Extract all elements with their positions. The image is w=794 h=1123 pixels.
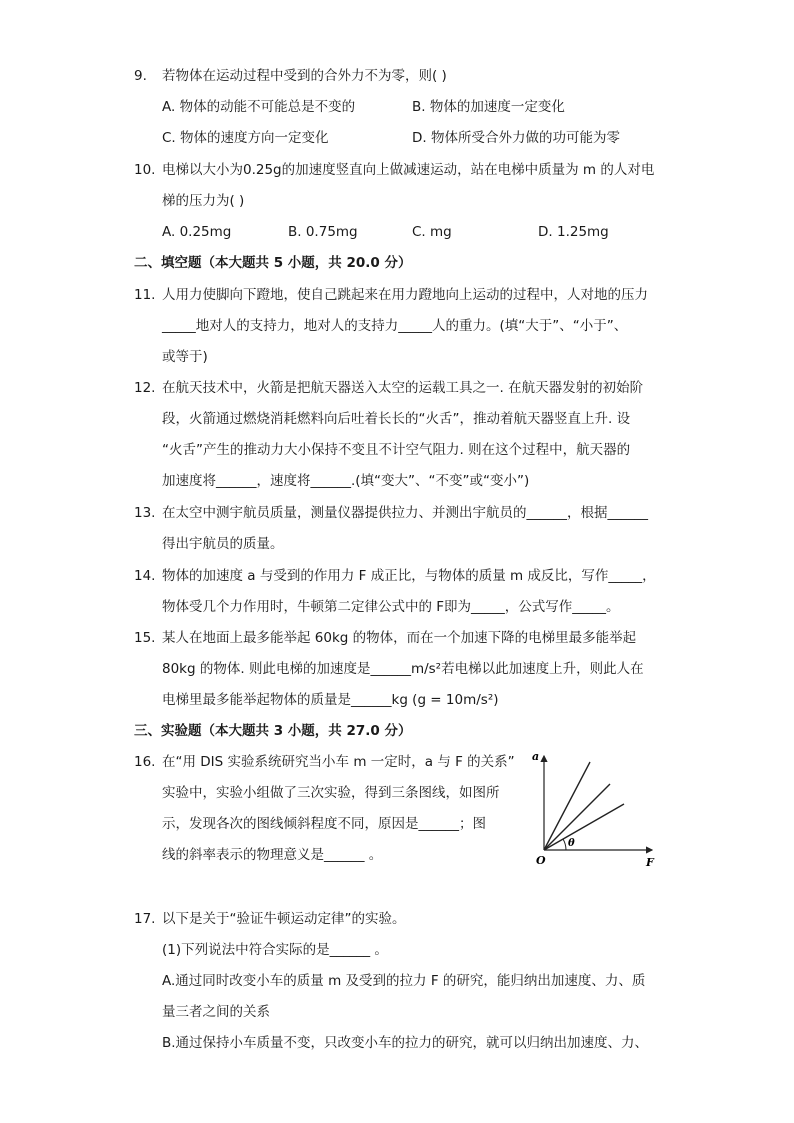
question-12-line-1: 在航天技术中，火箭是把航天器送入太空的运载工具之一. 在航天器发射的初始阶 (162, 380, 644, 396)
question-13-number: 13. (134, 505, 156, 521)
question-12-line-2: 段，火箭通过燃烧消耗燃料向后吐着长长的“火舌”，推动着航天器竖直上升. 设 (162, 411, 631, 427)
question-17-number: 17. (134, 911, 156, 927)
question-15-number: 15. (134, 630, 156, 646)
question-12-line-4: 加速度将______，速度将______.(填“变大”、“不变”或“变小”) (162, 473, 530, 489)
question-10-line-1: 电梯以大小为0.25g的加速度竖直向上做减速运动，站在电梯中质量为 m 的人对电 (162, 162, 655, 178)
question-9-text: 若物体在运动过程中受到的合外力不为零，则( ) (162, 68, 447, 84)
question-9-option-b: B. 物体的加速度一定变化 (412, 99, 565, 115)
question-16-line-1: 在“用 DIS 实验系统研究当小车 m 一定时，a 与 F 的关系” (162, 754, 515, 770)
question-13-line-1: 在太空中测宇航员质量，测量仪器提供拉力、并测出宇航员的______，根据______ (162, 505, 648, 521)
question-15-line-3: 电梯里最多能举起物体的质量是______kg (g = 10m/s²) (162, 692, 499, 708)
question-9-option-d: D. 物体所受合外力做的功可能为零 (412, 130, 620, 146)
question-14-line-1: 物体的加速度 a 与受到的作用力 F 成正比，与物体的质量 m 成反比，写作_____， (162, 568, 656, 584)
question-17-line-2: (1)下列说法中符合实际的是______ 。 (162, 942, 388, 958)
question-16-line-2: 实验中，实验小组做了三次实验，得到三条图线，如图所 (162, 785, 500, 801)
question-12-number: 12. (134, 380, 156, 396)
section-fill-heading: 二、填空题（本大题共 5 小题，共 20.0 分） (134, 255, 412, 271)
question-11-line-2: _____地对人的支持力，地对人的支持力_____人的重力。(填“大于”、“小于”、 (162, 318, 628, 334)
question-10-option-c: C. mg (412, 224, 452, 240)
angle-label: θ (568, 838, 575, 849)
question-12-line-3: “火舌”产生的推动力大小保持不变且不计空气阻力. 则在这个过程中，航天器的 (162, 442, 631, 458)
question-17-line-3: A.通过同时改变小车的质量 m 及受到的拉力 F 的研究，能归纳出加速度、力、质 (162, 973, 646, 989)
question-17-line-1: 以下是关于“验证牛顿运动定律”的实验。 (162, 911, 406, 927)
question-15-line-2: 80kg 的物体. 则此电梯的加速度是______m/s²若电梯以此加速度上升，则此人在 (162, 661, 644, 677)
question-10-option-d: D. 1.25mg (538, 224, 609, 240)
question-10-line-2: 梯的压力为( ) (162, 193, 245, 209)
question-9-option-c: C. 物体的速度方向一定变化 (162, 130, 329, 146)
question-16-line-4: 线的斜率表示的物理意义是______ 。 (162, 847, 383, 863)
question-10-number: 10. (134, 162, 156, 178)
question-10-option-a: A. 0.25mg (162, 224, 232, 240)
question-11-line-3: 或等于) (162, 349, 208, 365)
question-10-option-b: B. 0.75mg (288, 224, 358, 240)
question-17-line-4: 量三者之间的关系 (162, 1004, 270, 1020)
question-14-line-2: 物体受几个力作用时，牛顿第二定律公式中的 F即为_____，公式写作_____。 (162, 599, 620, 615)
a-f-graph (528, 748, 660, 870)
y-axis-label: a (532, 750, 540, 763)
question-16-number: 16. (134, 754, 156, 770)
question-17-line-5: B.通过保持小车质量不变，只改变小车的拉力的研究，就可以归纳出加速度、力、 (162, 1035, 649, 1051)
x-axis-label: F (646, 856, 654, 869)
question-9-option-a: A. 物体的动能不可能总是不变的 (162, 99, 356, 115)
origin-label: O (536, 854, 546, 867)
question-15-line-1: 某人在地面上最多能举起 60kg 的物体，而在一个加速下降的电梯里最多能举起 (162, 630, 637, 646)
question-11-line-1: 人用力使脚向下蹬地，使自己跳起来在用力蹬地向上运动的过程中，人对地的压力 (162, 287, 648, 303)
question-9-number: 9. (134, 68, 147, 84)
question-14-number: 14. (134, 568, 156, 584)
question-16-line-3: 示，发现各次的图线倾斜程度不同，原因是______；图 (162, 816, 486, 832)
question-11-number: 11. (134, 287, 156, 303)
question-13-line-2: 得出宇航员的质量。 (162, 536, 284, 552)
section-experiment-heading: 三、实验题（本大题共 3 小题，共 27.0 分） (134, 723, 412, 739)
angle-arc (563, 839, 566, 850)
